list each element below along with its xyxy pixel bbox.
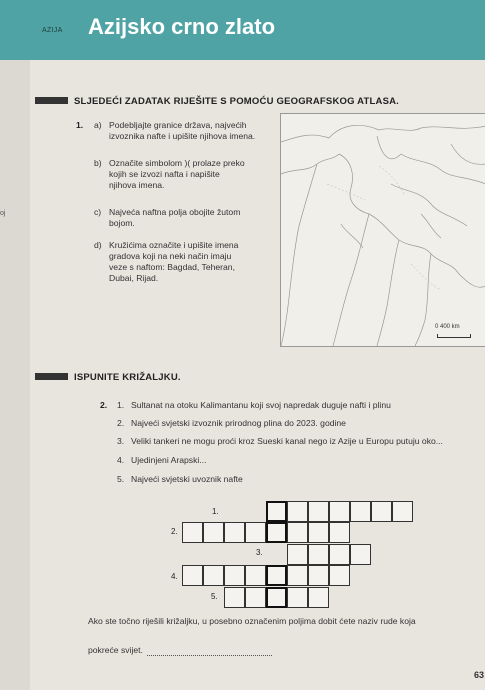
clue-4-number: 4.	[117, 455, 125, 465]
crossword-cell[interactable]	[287, 501, 308, 522]
crossword-cell[interactable]	[329, 565, 350, 586]
crossword-cell[interactable]	[287, 522, 308, 543]
chapter-title: Azijsko crno zlato	[88, 14, 276, 39]
crossword-cell[interactable]	[392, 501, 413, 522]
crossword-cell[interactable]	[329, 522, 350, 543]
chapter-header	[0, 0, 485, 60]
crossword-cell[interactable]	[203, 522, 224, 543]
crossword-cell[interactable]	[266, 522, 287, 543]
clue-4-text: Ujedinjeni Arapski...	[131, 455, 207, 465]
adjacent-page-text: oj	[0, 210, 6, 217]
section-label: AZIJA	[42, 27, 63, 34]
task1-d-line1: Kružićima označite i upišite imena	[109, 240, 239, 250]
grid-label-5: 5.	[211, 592, 218, 601]
crossword-cell[interactable]	[371, 501, 392, 522]
task1-b-line2: kojih se izvozi nafta i napišite	[109, 169, 220, 179]
grid-label-3: 3.	[256, 548, 263, 557]
crossword-cell[interactable]	[308, 522, 329, 543]
crossword-cell[interactable]	[350, 544, 371, 565]
task1-heading: SLJEDEĆI ZADATAK RIJEŠITE S POMOĆU GEOGRAFSKOG ATLASA.	[74, 96, 400, 107]
task2-footer-line2: pokreće svijet.	[88, 645, 143, 655]
heading-bar	[35, 97, 68, 104]
task1-a-line2: izvoznika nafte i upišite njihova imena.	[109, 131, 256, 141]
clue-2-number: 2.	[117, 418, 125, 428]
map-outline	[281, 114, 485, 346]
task1-d-letter: d)	[94, 240, 102, 250]
crossword-cell[interactable]	[245, 565, 266, 586]
task1-c-letter: c)	[94, 207, 102, 217]
crossword-cell[interactable]	[182, 522, 203, 543]
clue-2-text: Najveći svjetski izvoznik prirodnog plina do 2023. godine	[131, 418, 346, 428]
crossword-cell[interactable]	[350, 501, 371, 522]
page-margin	[0, 60, 30, 690]
clue-1-text: Sultanat na otoku Kalimantanu koji svoj napredak duguje nafti i plinu	[131, 400, 391, 410]
map-scale-bar	[437, 334, 471, 338]
task2-heading: ISPUNITE KRIŽALJKU.	[74, 372, 181, 383]
task1-b-letter: b)	[94, 158, 102, 168]
crossword-cell[interactable]	[287, 544, 308, 565]
crossword-cell[interactable]	[308, 587, 329, 608]
task1-c-line2: bojom.	[109, 218, 135, 228]
crossword-cell[interactable]	[308, 501, 329, 522]
clue-1-number: 1.	[117, 400, 125, 410]
crossword-cell[interactable]	[266, 565, 287, 586]
task1-a-line1: Podebljajte granice država, najvećih	[109, 120, 247, 130]
task1-c-line1: Najveća naftna polja obojite žutom	[109, 207, 241, 217]
crossword-cell[interactable]	[182, 565, 203, 586]
crossword-cell[interactable]	[224, 565, 245, 586]
crossword-cell[interactable]	[224, 587, 245, 608]
crossword-cell[interactable]	[329, 544, 350, 565]
page-number: 63	[474, 670, 485, 680]
crossword-cell[interactable]	[308, 544, 329, 565]
crossword-cell[interactable]	[203, 565, 224, 586]
crossword-cell[interactable]	[245, 587, 266, 608]
blank-map	[280, 113, 485, 347]
crossword-cell[interactable]	[224, 522, 245, 543]
crossword-cell[interactable]	[329, 501, 350, 522]
task1-a-letter: a)	[94, 120, 102, 130]
grid-label-1: 1.	[212, 507, 219, 516]
grid-label-2: 2.	[171, 527, 178, 536]
task1-d-line2: gradova koji na neki način imaju	[109, 251, 232, 261]
heading-bar-2	[35, 373, 68, 380]
clue-5-text: Najveći svjetski uvoznik nafte	[131, 474, 243, 484]
clue-3-number: 3.	[117, 436, 125, 446]
crossword-cell[interactable]	[287, 565, 308, 586]
clue-5-number: 5.	[117, 474, 125, 484]
answer-line[interactable]	[147, 646, 272, 656]
grid-label-4: 4.	[171, 572, 178, 581]
crossword-cell[interactable]	[245, 522, 266, 543]
clue-3-text: Veliki tankeri ne mogu proći kroz Sueski kanal nego iz Azije u Europu putuju oko...	[131, 436, 443, 446]
map-scale-label: 0 400 km	[435, 324, 460, 330]
task2-number: 2.	[100, 400, 108, 410]
task1-b-line1: Označite simbolom )( prolaze preko	[109, 158, 245, 168]
crossword-cell[interactable]	[266, 587, 287, 608]
task2-footer-line1: Ako ste točno riješili križaljku, u posebno označenim poljima dobit ćete naziv rude koja	[88, 616, 416, 626]
crossword-cell[interactable]	[266, 501, 287, 522]
crossword-cell[interactable]	[287, 587, 308, 608]
task1-d-line3: veze s naftom: Bagdad, Teheran,	[109, 262, 235, 272]
task1-b-line3: njihova imena.	[109, 180, 165, 190]
crossword-cell[interactable]	[308, 565, 329, 586]
task1-d-line4: Dubai, Rijad.	[109, 273, 159, 283]
task1-number: 1.	[76, 120, 84, 130]
